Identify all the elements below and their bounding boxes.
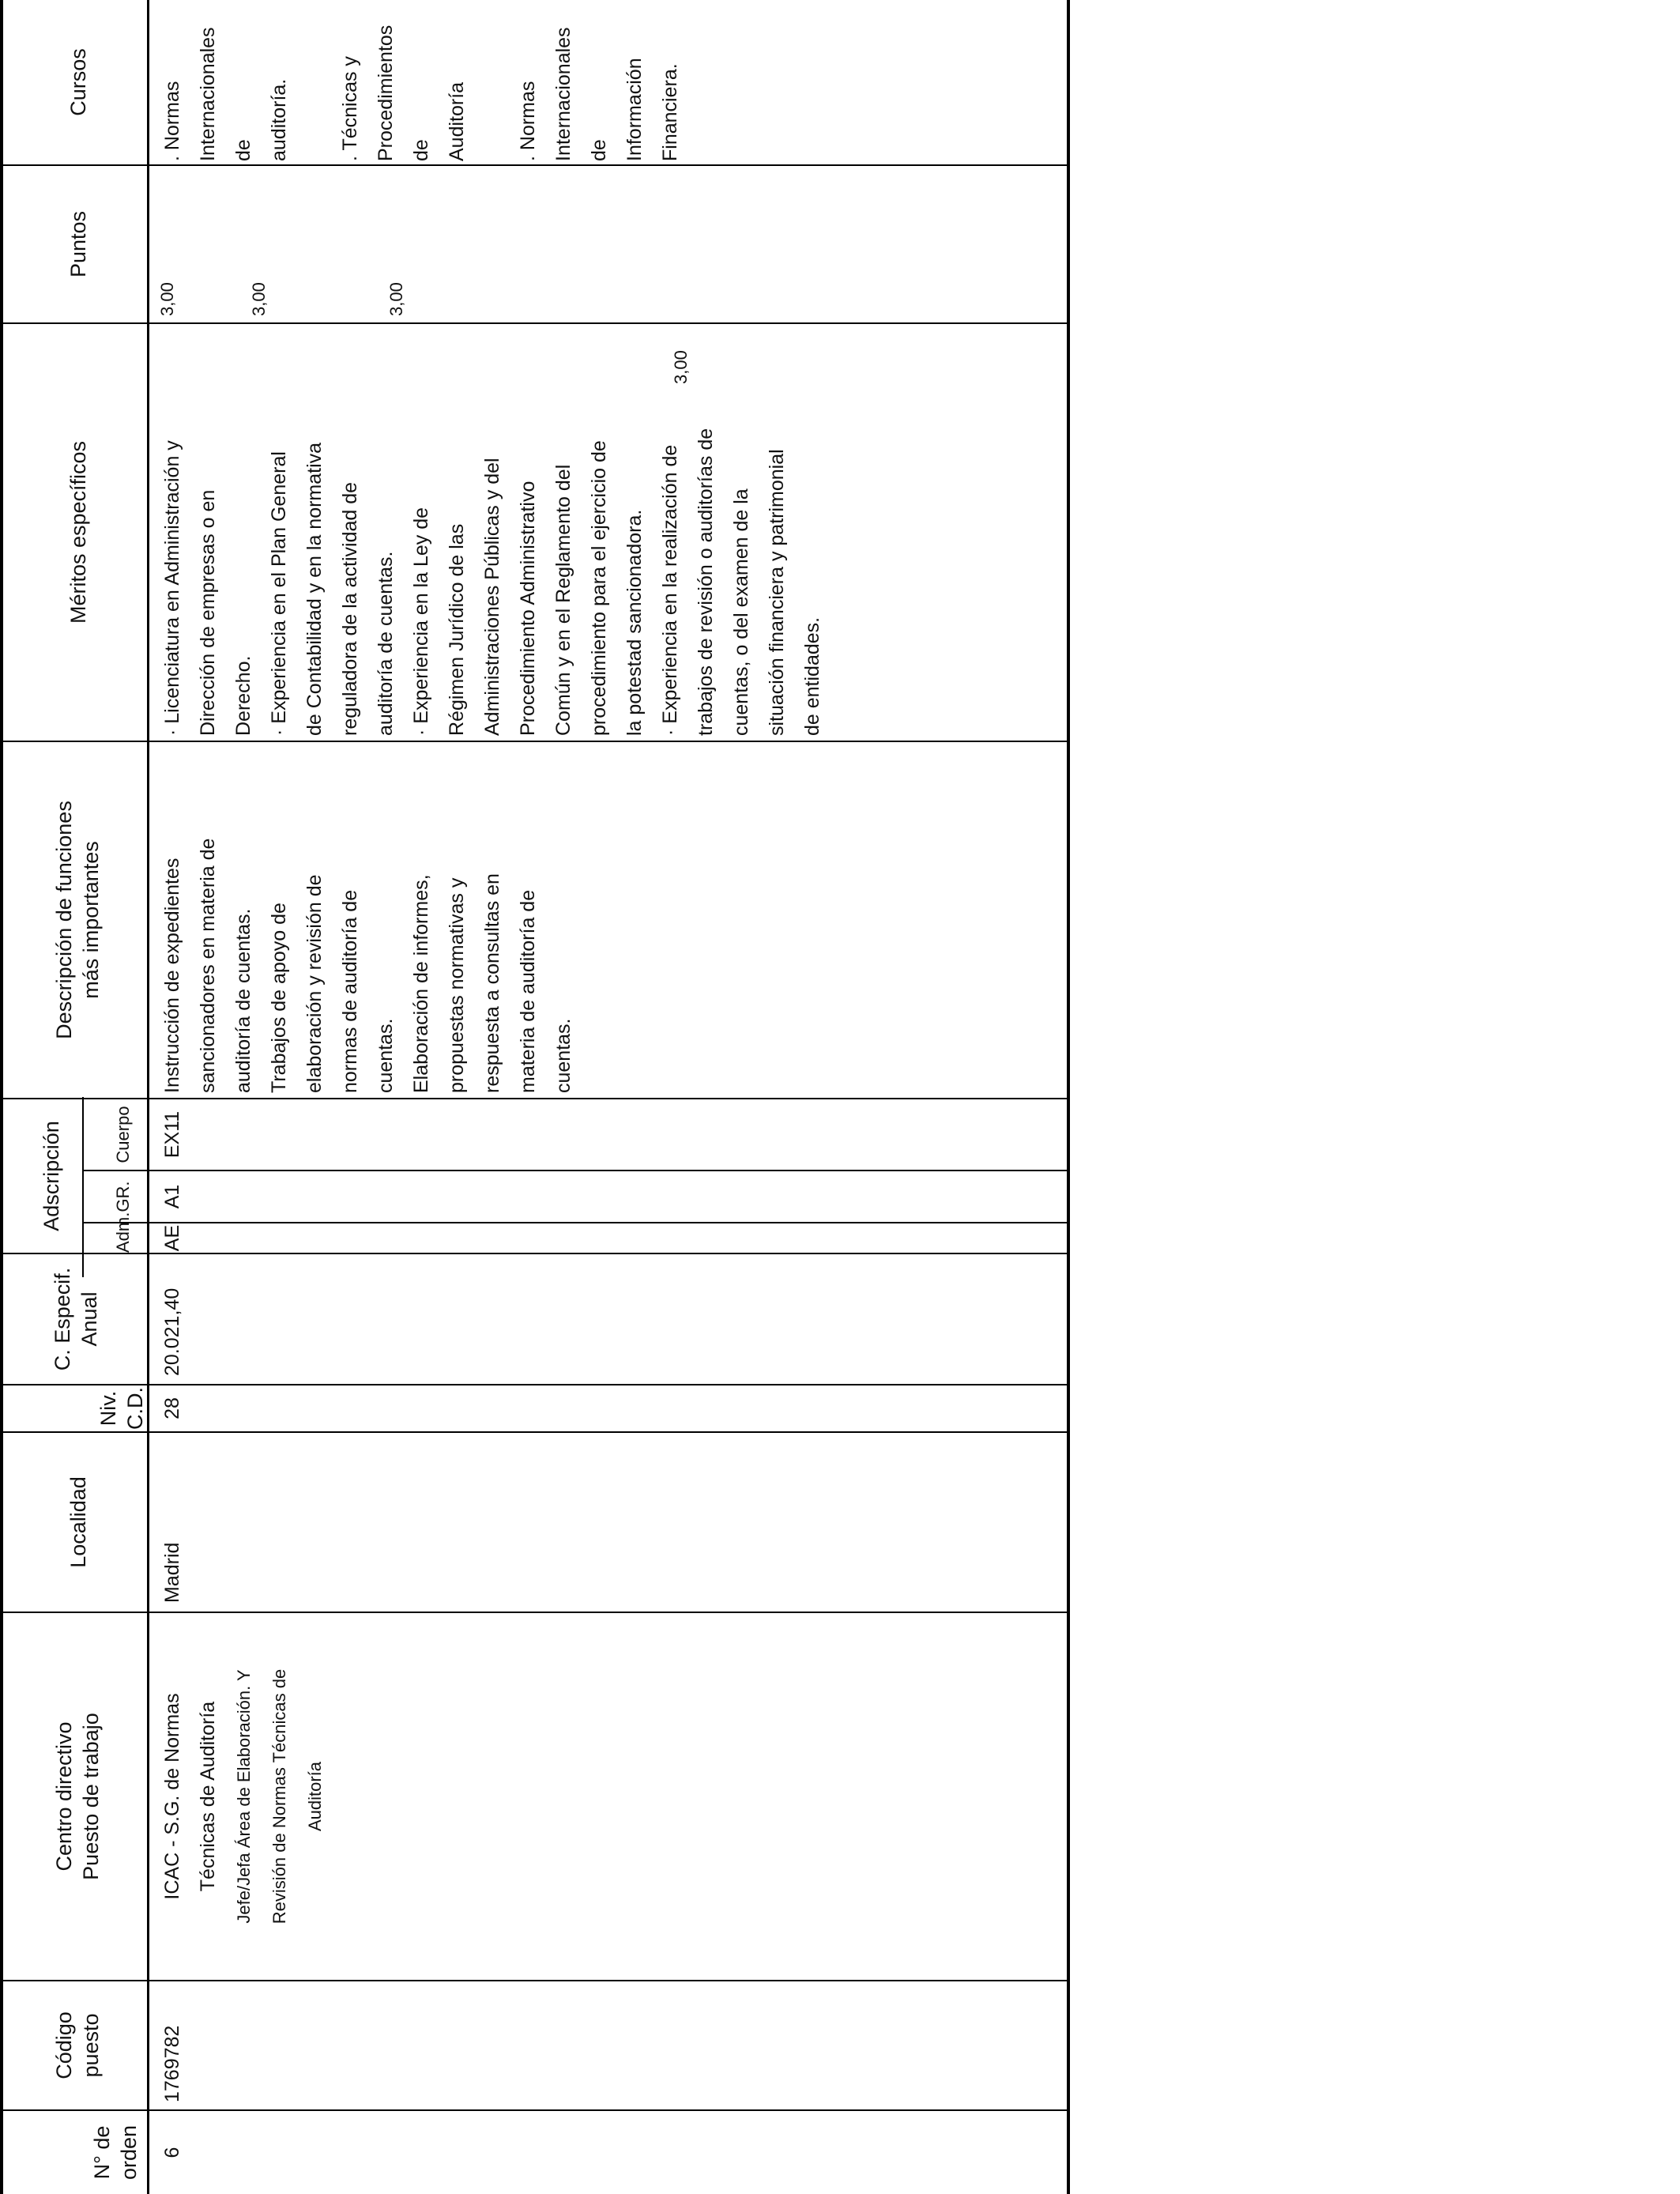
- cell-codigo: 1769782: [161, 2025, 183, 2102]
- cell-meritos: · Licenciatura en Administración y Dirección de empresas o en Derecho. · Experiencia en el Plan General de Contabilidad y en la normativa reguladora de la actividad de auditoría de cuentas. · Experiencia en la Ley de Régimen Jurídico de las Administraciones Públicas y del Procedimiento Administrativo Común y en el Reglamento del procedimiento para el ejercicio de la potestad sancionadora. · Experiencia en la realización de trabajos de revisión o auditorías de cuentas, o del examen de la situación financiera y patrimonial de entidades.: [161, 428, 823, 736]
- adscripcion-subheader-rule: [82, 1097, 84, 1277]
- cell-grupo: A1: [161, 1184, 183, 1209]
- header-grupo: GR.: [113, 1181, 133, 1212]
- header-nivel: Niv. C.D.: [96, 1387, 147, 1430]
- col-sep-5: [0, 741, 1067, 742]
- cell-puesto: Jefe/Jefa Área de Elaboración. Y Revisión de Normas Técnicas de Auditoría: [234, 1668, 325, 1924]
- cell-funciones: Instrucción de expedientes sancionadores en materia de auditoría de cuentas. Trabajos de apoyo de elaboración y revisión de normas de auditoría de cuentas. Elaboración de informes, propuestas normativas y respuesta a consultas en materia de auditoría de cuentas.: [161, 838, 574, 1093]
- cell-adm: AE: [161, 1224, 183, 1252]
- header-localidad: Localidad: [66, 1476, 90, 1568]
- cell-orden: 6: [161, 2147, 183, 2158]
- header-funciones: Descripción de funciones más importantes: [52, 801, 103, 1039]
- col-sep-1: [0, 1980, 1067, 1981]
- header-bottom-border: [147, 0, 149, 2194]
- header-especifico: C. Especif. Anual: [51, 1267, 101, 1371]
- cell-puntos-2: 3,00: [249, 282, 269, 316]
- header-orden: N° de orden: [90, 2124, 141, 2181]
- cell-nivel: 28: [161, 1397, 183, 1419]
- header-codigo: Código puesto: [52, 2011, 103, 2079]
- cell-especifico: 20.021,40: [161, 1287, 183, 1376]
- cell-cursos: . Normas Internacionales de auditoría. . Técnicas y Procedimientos de Auditoría . Normas Internacionales de Información Financiera.: [161, 25, 681, 161]
- header-adscripcion: Adscripción: [40, 1121, 63, 1231]
- col-sep-7: [0, 164, 1067, 166]
- col-sep-6: [0, 322, 1067, 324]
- header-meritos: Méritos específicos: [66, 440, 90, 624]
- header-cuerpo: Cuerpo: [113, 1106, 133, 1163]
- table-bottom-border: [1067, 0, 1070, 2194]
- col-sep-grupo: [82, 1170, 1067, 1171]
- cell-localidad: Madrid: [161, 1542, 183, 1603]
- col-sep-nivel: [0, 1431, 1067, 1433]
- col-sep-adm: [82, 1222, 1067, 1223]
- table-top-border: [0, 0, 3, 2194]
- header-cursos: Cursos: [66, 48, 90, 116]
- cell-puntos-4: 3,00: [671, 350, 691, 384]
- header-adm: Adm.: [113, 1212, 133, 1253]
- cell-puntos-3: 3,00: [386, 282, 406, 316]
- cell-cuerpo: EX11: [161, 1110, 183, 1159]
- header-centro: Centro directivo Puesto de trabajo: [52, 1713, 103, 1880]
- col-sep-3: [0, 1253, 1067, 1254]
- header-puntos: Puntos: [66, 210, 90, 278]
- cell-centro: ICAC - S.G. de Normas Técnicas de Auditoría: [161, 1693, 219, 1900]
- cell-puntos-1: 3,00: [157, 282, 177, 316]
